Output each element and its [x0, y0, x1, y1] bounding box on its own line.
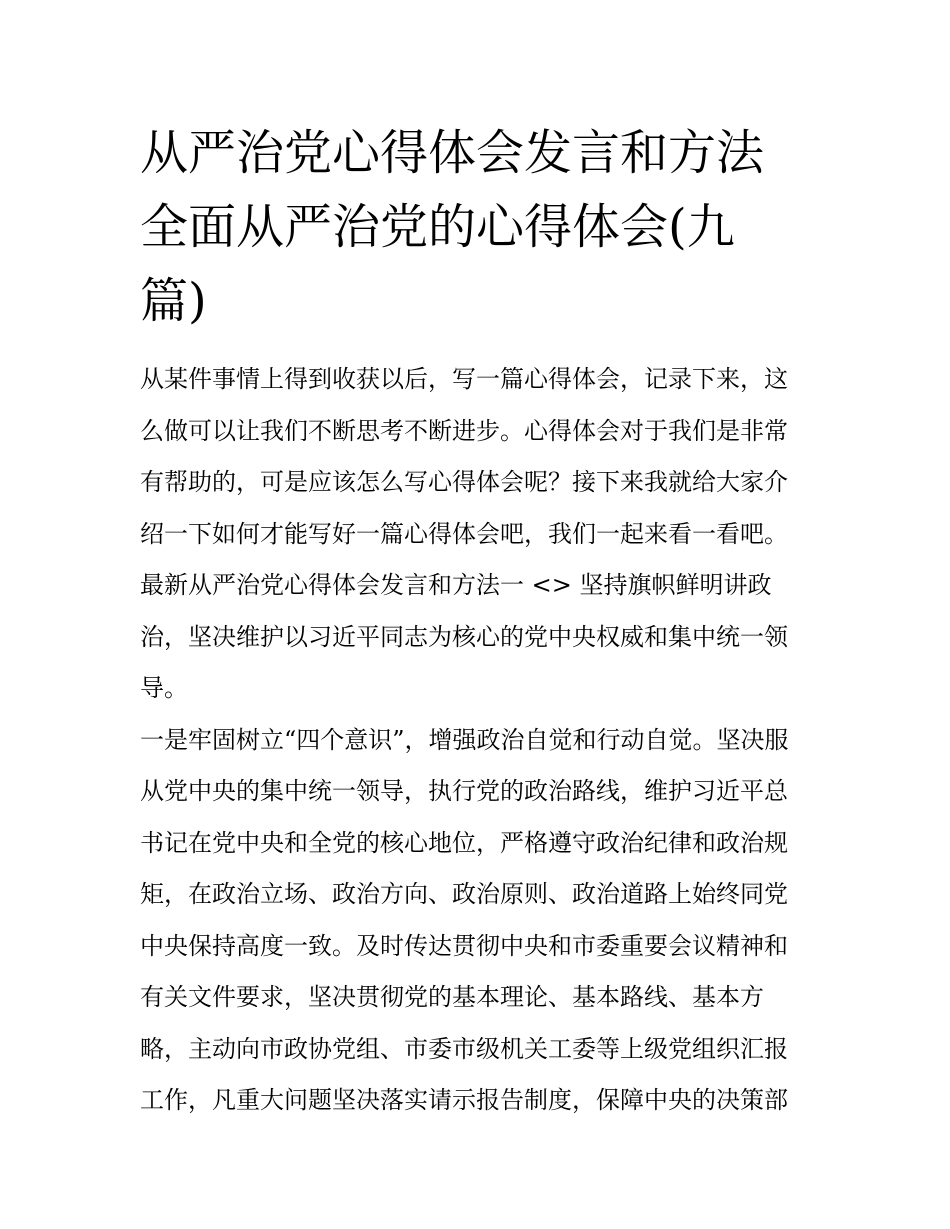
- body-line-6: 治，坚决维护以习近平同志为核心的党中央权威和集中统一领: [140, 622, 788, 651]
- body-line-11: 矩，在政治立场、政治方向、政治原则、政治道路上始终同党: [140, 880, 788, 908]
- body-line-2: 么做可以让我们不断思考不断进步。心得体会对于我们是非常: [140, 416, 788, 445]
- body-line-10: 书记在党中央和全党的核心地位，严格遵守政治纪律和政治规: [140, 828, 788, 857]
- document-body: [140, 354, 820, 1127]
- body-line-7: 导。: [140, 674, 188, 702]
- title-line-1: 从严治党心得体会发言和方法: [140, 125, 765, 181]
- body-line-13: 有关文件要求，坚决贯彻党的基本理论、基本路线、基本方: [140, 983, 764, 1011]
- body-line-8: 一是牢固树立“四个意识”，增强政治自觉和行动自觉。坚决服: [140, 725, 789, 754]
- body-line-12: 中央保持高度一致。及时传达贯彻中央和市委重要会议精神和: [140, 931, 788, 960]
- body-line-1: 从某件事情上得到收获以后，写一篇心得体会，记录下来，这: [140, 365, 788, 393]
- body-line-5: 最新从严治党心得体会发言和方法一 <> 坚持旗帜鲜明讲政: [140, 571, 772, 599]
- body-line-9: 从党中央的集中统一领导，执行党的政治路线，维护习近平总: [140, 777, 788, 805]
- body-line-4: 绍一下如何才能写好一篇心得体会吧，我们一起来看一看吧。: [140, 519, 788, 548]
- body-line-15: 工作，凡重大问题坚决落实请示报告制度，保障中央的决策部: [140, 1086, 788, 1114]
- title-line-2: 全面从严治党的心得体会(九: [140, 199, 735, 255]
- body-line-3: 有帮助的，可是应该怎么写心得体会呢？接下来我就给大家介: [140, 468, 788, 496]
- document-title: [140, 116, 820, 338]
- title-line-3: 篇): [140, 273, 207, 329]
- body-line-14: 略，主动向市政协党组、市委市级机关工委等上级党组织汇报: [140, 1034, 788, 1063]
